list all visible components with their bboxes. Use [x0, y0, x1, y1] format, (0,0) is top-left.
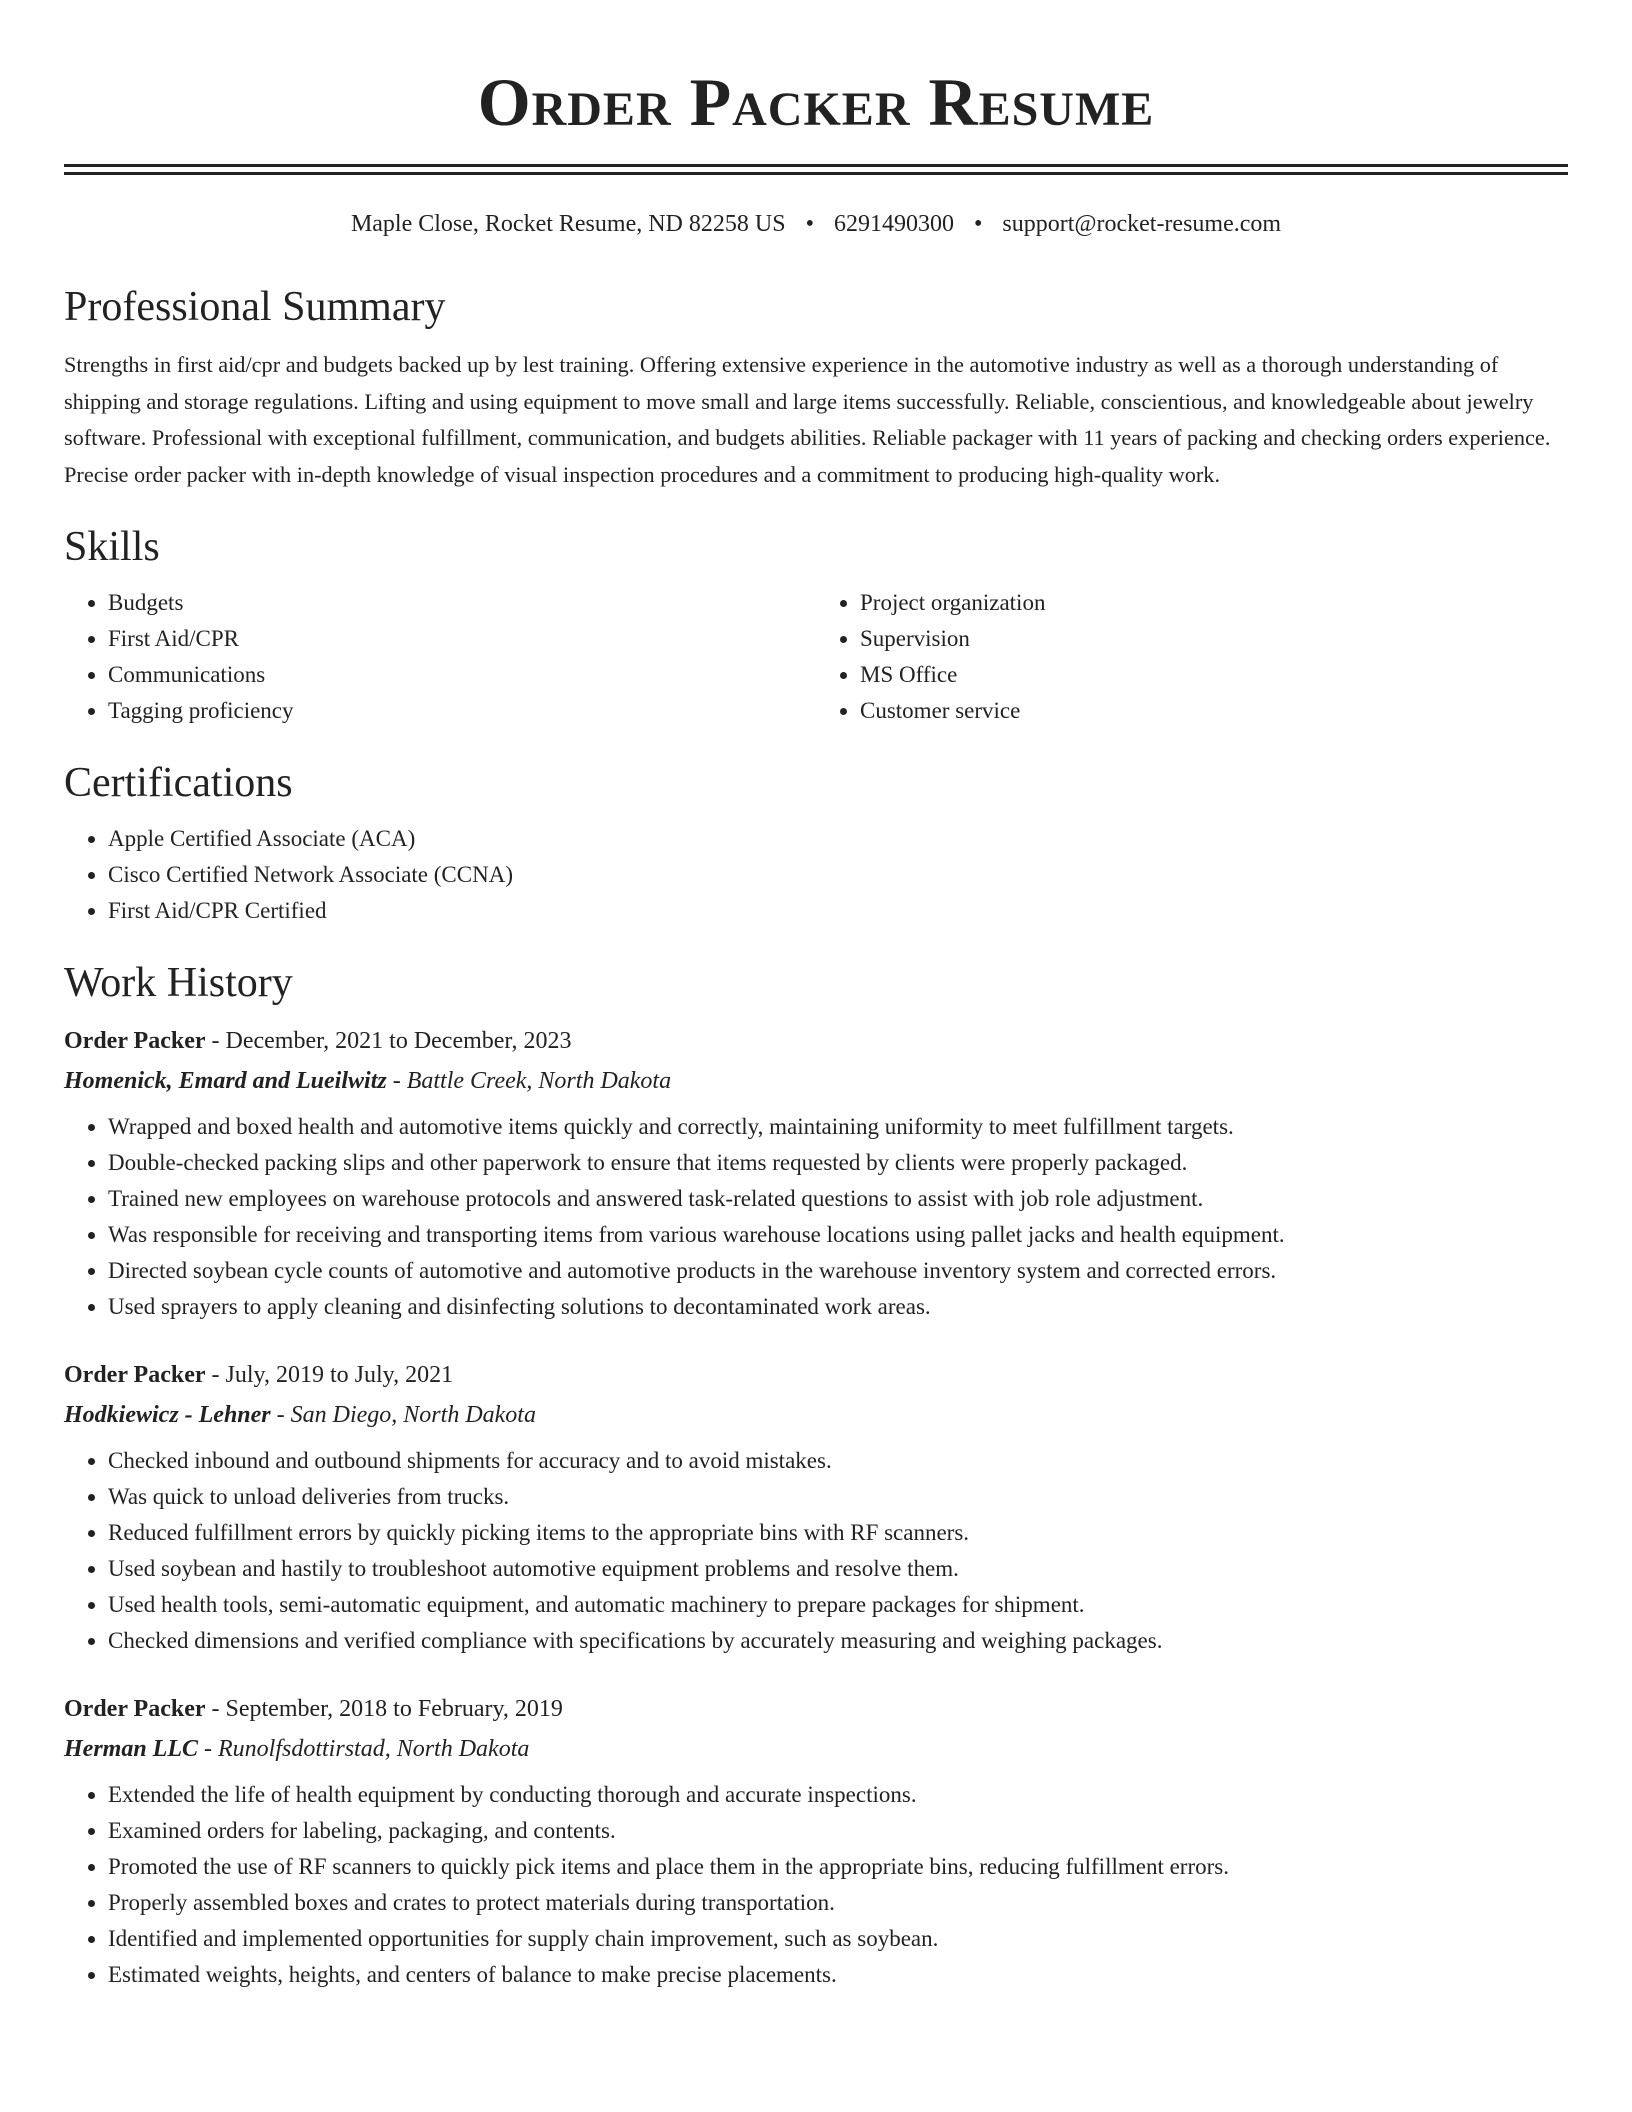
job-duty: • Used sprayers to apply cleaning and disinfecting solutions to decontaminated work areas. — [108, 1289, 1568, 1325]
skill-item: • Communications — [108, 657, 816, 693]
job-title-line — [64, 1021, 1568, 1061]
contact-line — [64, 209, 1568, 239]
company-name: Hodkiewicz - Lehner — [64, 1402, 271, 1428]
job-duty: • Used soybean and hastily to troubleshoot automotive equipment problems and resolve them. — [108, 1551, 1568, 1587]
certification-item: • First Aid/CPR Certified — [108, 893, 1568, 929]
job-title: Order Packer — [64, 1362, 206, 1388]
job-title: Order Packer — [64, 1028, 206, 1054]
contact-phone: 6291490300 — [833, 211, 954, 237]
job-duty: • Trained new employees on warehouse protocols and answered task-related questions to assist with job role adjustment. — [108, 1181, 1568, 1217]
job-dates: - December, 2021 to December, 2023 — [205, 1028, 572, 1054]
contact-separator: • — [805, 211, 814, 237]
job-duty: • Properly assembled boxes and crates to protect materials during transportation. — [108, 1885, 1568, 1921]
company-line — [64, 1395, 1568, 1435]
skills-list — [64, 585, 1568, 729]
company-line — [64, 1061, 1568, 1101]
job-title-line — [64, 1355, 1568, 1395]
contact-separator: • — [973, 211, 983, 237]
resume-title: Order Packer Resume — [477, 64, 1155, 140]
certification-item: • Apple Certified Associate (ACA) — [108, 821, 1568, 857]
job-duty: • Was quick to unload deliveries from trucks. — [108, 1479, 1568, 1515]
job-duty: • Estimated weights, heights, and centers of balance to make precise placements. — [108, 1957, 1568, 1993]
skill-item: • First Aid/CPR — [108, 621, 816, 657]
job-entry — [64, 1021, 1568, 1325]
certifications-heading: Certifications — [64, 760, 293, 806]
job-duties-list — [64, 1777, 1568, 1993]
job-duty: • Wrapped and boxed health and automotive items quickly and correctly, maintaining uniformity to meet fulfillment targets. — [108, 1109, 1568, 1145]
company-location: - Battle Creek, North Dakota — [386, 1068, 672, 1094]
work-history-heading: Work History — [64, 960, 293, 1006]
summary-text: Strengths in first aid/cpr and budgets backed up by lest training. Offering extensive experience in the automotive industry as well as a thorough understanding of shipping and storage regulations. Lifting and using equipment to move small and large items successfully. Reliable, conscientious, and knowledgeable about jewelry software. Professional with exceptional fulfillment, communication, and budgets abilities. Reliable packager with 11 years of packing and checking orders experience. Precise order packer with in-depth knowledge of visual inspection procedures and a commitment to producing high-quality work. — [64, 352, 1551, 487]
contact-email[interactable]: support@rocket-resume.com — [1002, 211, 1282, 237]
skill-item: • Budgets — [108, 585, 816, 621]
job-dates: - September, 2018 to February, 2019 — [205, 1696, 563, 1722]
job-duty: • Directed soybean cycle counts of automotive and automotive products in the warehouse inventory system and corrected errors. — [108, 1253, 1568, 1289]
certification-item: • Cisco Certified Network Associate (CCNA) — [108, 857, 1568, 893]
skill-item: • Tagging proficiency — [108, 693, 816, 729]
company-location: - San Diego, North Dakota — [270, 1402, 536, 1428]
job-duty: • Identified and implemented opportunities for supply chain improvement, such as soybean. — [108, 1921, 1568, 1957]
contact-address: Maple Close, Rocket Resume, ND 82258 US — [350, 211, 786, 237]
job-entry — [64, 1355, 1568, 1659]
job-duty: • Used health tools, semi-automatic equipment, and automatic machinery to prepare packages for shipment. — [108, 1587, 1568, 1623]
skills-column-left — [64, 585, 816, 729]
job-entry — [64, 1689, 1568, 1993]
job-duties-list — [64, 1109, 1568, 1325]
company-location: - Runolfsdottirstad, North Dakota — [198, 1736, 530, 1762]
skill-item: • Project organization — [860, 585, 1568, 621]
certifications-list — [64, 821, 1568, 929]
skill-item: • Supervision — [860, 621, 1568, 657]
job-title: Order Packer — [64, 1696, 206, 1722]
skill-item: • MS Office — [860, 657, 1568, 693]
job-duty: • Was responsible for receiving and transporting items from various warehouse locations using pallet jacks and health equipment. — [108, 1217, 1568, 1253]
job-duty: • Reduced fulfillment errors by quickly picking items to the appropriate bins with RF scanners. — [108, 1515, 1568, 1551]
job-duty: • Extended the life of health equipment by conducting thorough and accurate inspections. — [108, 1777, 1568, 1813]
job-duty: • Promoted the use of RF scanners to quickly pick items and place them in the appropriate bins, reducing fulfillment errors. — [108, 1849, 1568, 1885]
job-duty: • Checked inbound and outbound shipments for accuracy and to avoid mistakes. — [108, 1443, 1568, 1479]
job-duties-list — [64, 1443, 1568, 1659]
skills-column-right — [816, 585, 1568, 729]
skills-heading: Skills — [64, 524, 160, 570]
summary-heading: Professional Summary — [64, 284, 446, 330]
company-name: Herman LLC — [64, 1736, 199, 1762]
job-duty: • Checked dimensions and verified compliance with specifications by accurately measuring and weighing packages. — [108, 1623, 1568, 1659]
title-divider — [64, 164, 1568, 175]
job-title-line — [64, 1689, 1568, 1729]
job-duty: • Double-checked packing slips and other paperwork to ensure that items requested by clients were properly packaged. — [108, 1145, 1568, 1181]
skill-item: • Customer service — [860, 693, 1568, 729]
job-dates: - July, 2019 to July, 2021 — [205, 1362, 454, 1388]
company-line — [64, 1729, 1568, 1769]
company-name: Homenick, Emard and Lueilwitz — [64, 1068, 387, 1094]
job-duty: • Examined orders for labeling, packaging, and contents. — [108, 1813, 1568, 1849]
